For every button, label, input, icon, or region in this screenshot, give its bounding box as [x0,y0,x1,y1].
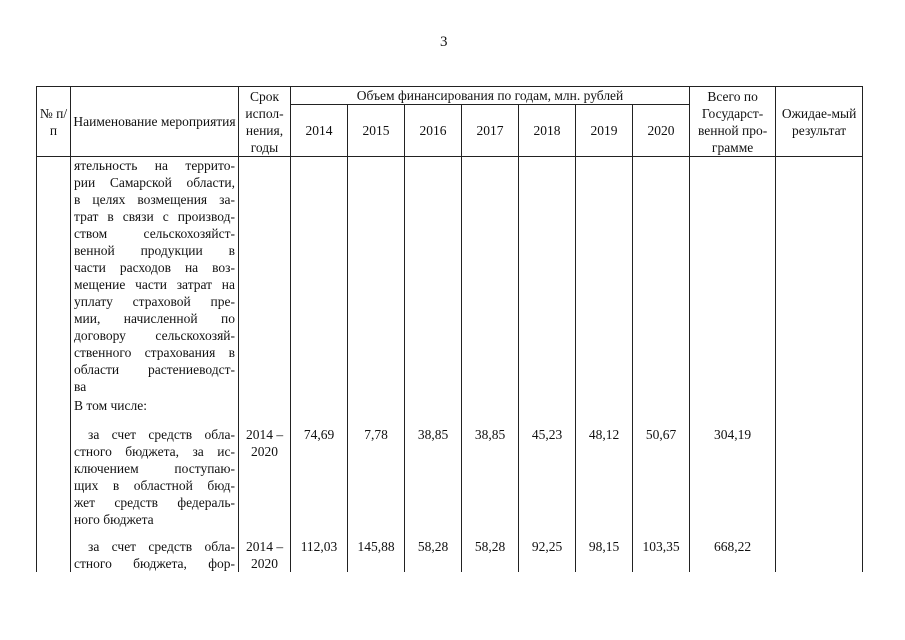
header-year: 2016 [405,105,462,157]
total-cell: 304,19 [690,420,776,528]
desc-line: рии Самарской области, [74,175,235,190]
header-year: 2020 [633,105,690,157]
value-cell: 145,88 [348,528,405,572]
table-row [37,528,863,572]
row-description [71,528,239,572]
header-total: Всего по Государст-венной про-грамме [690,87,776,157]
desc-line: трат в связи с производ- [74,209,235,224]
header-year: 2018 [519,105,576,157]
continuation-description [71,157,239,396]
header-financing-group: Объем финансирования по годам, млн. рублей [291,87,690,105]
value-cell: 103,35 [633,528,690,572]
desc-line: за счет средств обла- [88,427,235,442]
desc-line: мии, начисленной по [74,311,235,326]
desc-line: уплату страховой пре- [74,294,235,309]
desc-line: венной продукции в [74,243,235,258]
desc-line: части расходов на воз- [74,260,235,275]
desc-line: ва [74,379,87,394]
period-end: 2020 [251,444,278,459]
header-year: 2015 [348,105,405,157]
header-result: Ожидае-мый результат [776,87,863,157]
desc-line: жет средств федераль- [74,495,235,510]
value-cell: 48,12 [576,420,633,528]
desc-line: в целях возмещения за- [74,192,235,207]
period-end: 2020 [251,556,278,571]
header-num: № п/п [37,87,71,157]
period-start: 2014 – [245,539,284,554]
header-term: Срок испол-нения, годы [239,87,291,157]
desc-line: щих в областной бюд- [74,478,235,493]
row-period [239,420,291,528]
desc-line: стного бюджета, фор- [74,556,235,571]
desc-line: области растениеводст- [74,362,235,377]
value-cell: 58,28 [462,528,519,572]
desc-line: за счет средств обла- [88,539,235,554]
period-start: 2014 – [245,427,284,442]
subheading: В том числе: [71,395,239,420]
desc-line: мещение части затрат на [74,277,235,292]
table-row-subheading [37,395,863,420]
value-cell: 50,67 [633,420,690,528]
desc-line: ятельность на террито- [74,158,235,173]
header-year: 2019 [576,105,633,157]
table-row-continuation [37,157,863,396]
row-period [239,528,291,572]
desc-line: ственного страхования в [74,345,235,360]
table-row [37,420,863,528]
value-cell: 38,85 [405,420,462,528]
value-cell: 45,23 [519,420,576,528]
value-cell: 7,78 [348,420,405,528]
value-cell: 98,15 [576,528,633,572]
total-cell: 668,22 [690,528,776,572]
header-name: Наименование мероприятия [71,87,239,157]
value-cell: 92,25 [519,528,576,572]
row-description [71,420,239,528]
value-cell: 58,28 [405,528,462,572]
desc-line: договору сельскохозяй- [74,328,235,343]
page-number: 3 [440,34,448,50]
desc-line: ного бюджета [74,512,154,527]
desc-line: ством сельскохозяйст- [74,226,235,241]
value-cell: 38,85 [462,420,519,528]
desc-line: ключением поступаю- [74,461,235,476]
header-year: 2017 [462,105,519,157]
header-year: 2014 [291,105,348,157]
value-cell: 112,03 [291,528,348,572]
financing-table [36,86,863,572]
value-cell: 74,69 [291,420,348,528]
desc-line: стного бюджета, за ис- [74,444,235,459]
